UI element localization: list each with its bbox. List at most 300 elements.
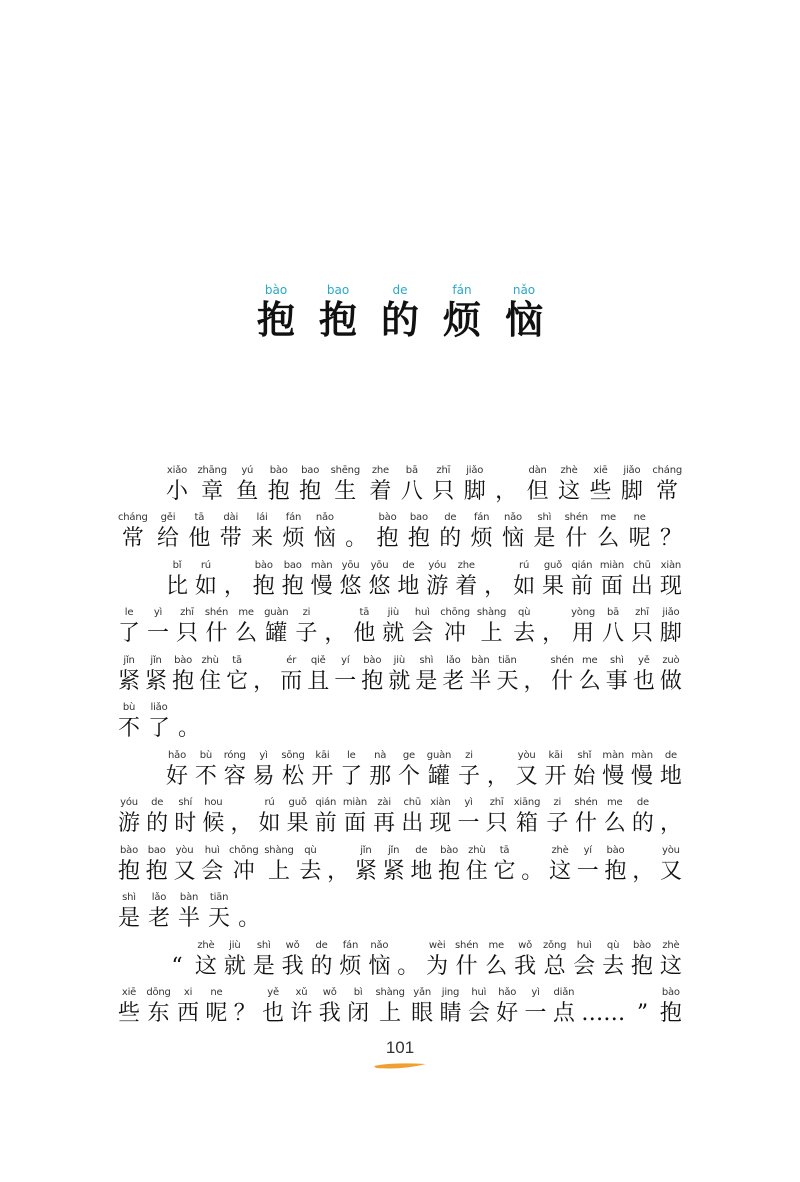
hanzi: 么 xyxy=(603,811,626,836)
pinyin: zhù xyxy=(468,844,486,856)
pinyin: shì xyxy=(256,939,271,951)
hanzi: 又 xyxy=(173,858,196,884)
hanzi: 老 xyxy=(148,906,171,931)
hanzi: 了 xyxy=(148,716,171,741)
ruby-char xyxy=(369,749,391,791)
ruby-char xyxy=(631,606,653,648)
pinyin: xiāng xyxy=(513,797,541,808)
ruby-char xyxy=(631,559,653,601)
hanzi: 的 xyxy=(631,811,654,836)
pinyin: de xyxy=(636,797,649,808)
ruby-char xyxy=(602,606,624,648)
ruby-char xyxy=(282,559,304,601)
ruby-char xyxy=(148,891,170,933)
hanzi: 抱 xyxy=(256,298,295,342)
pinyin: zhe xyxy=(457,559,475,571)
pinyin: xiē xyxy=(121,987,137,998)
ruby-char xyxy=(259,796,281,838)
pinyin: bào xyxy=(632,939,651,951)
pinyin: qián xyxy=(315,797,337,808)
ruby-char xyxy=(455,939,478,981)
pinyin: guàn xyxy=(264,607,289,618)
hanzi: 的 xyxy=(146,811,169,836)
ruby-char xyxy=(546,796,568,838)
pinyin: nǎo xyxy=(512,283,536,297)
ruby-char xyxy=(118,701,140,743)
hanzi: 抱 xyxy=(281,573,304,599)
ruby-char xyxy=(439,511,461,553)
pinyin: rú xyxy=(264,797,275,808)
ruby-char xyxy=(118,844,140,886)
pinyin: xi xyxy=(183,987,193,998)
ruby-char xyxy=(340,749,362,791)
pinyin: xiē xyxy=(593,464,608,476)
hanzi: 抱 xyxy=(145,858,168,884)
ruby-char xyxy=(545,749,567,791)
hanzi: 一 xyxy=(146,621,169,646)
hanzi: 闭 xyxy=(347,1001,370,1026)
pinyin: shàng xyxy=(476,607,507,618)
hanzi: 抱 xyxy=(318,298,357,342)
hanzi: 半 xyxy=(178,906,201,931)
pinyin: bao xyxy=(147,844,166,856)
hanzi: 紧 xyxy=(382,858,405,884)
pinyin: yì xyxy=(153,607,163,618)
pinyin: sōng xyxy=(281,749,305,761)
hanzi: 而 xyxy=(280,668,303,694)
pinyin: zhe xyxy=(371,464,389,476)
hanzi: ， xyxy=(542,621,565,646)
pinyin: wǒ xyxy=(322,987,337,998)
ruby-char xyxy=(427,749,451,791)
pinyin: ne xyxy=(210,987,223,998)
ruby-char xyxy=(660,511,682,553)
hanzi: 会 xyxy=(467,1001,490,1026)
pinyin: yì xyxy=(259,749,268,761)
title-char xyxy=(372,283,428,343)
hanzi: 烦 xyxy=(339,953,362,979)
pinyin: zǒng xyxy=(543,939,567,951)
hanzi: ， xyxy=(230,811,253,836)
ruby-char xyxy=(660,606,682,648)
hanzi: 。 xyxy=(238,906,261,931)
hanzi: 是 xyxy=(252,953,275,979)
ruby-char xyxy=(327,844,349,886)
ruby-char xyxy=(457,796,479,838)
hanzi: 再 xyxy=(373,811,396,836)
ruby-char xyxy=(345,511,367,553)
hanzi: 时 xyxy=(174,811,197,836)
ruby-char xyxy=(369,464,391,506)
pinyin: shǐ xyxy=(577,749,592,761)
pinyin: jǐn xyxy=(360,844,372,856)
pinyin: shén xyxy=(564,512,588,523)
hanzi: 眼 xyxy=(411,1001,434,1026)
hanzi: 上 xyxy=(480,621,503,646)
pinyin: miàn xyxy=(599,559,625,571)
hanzi: 游 xyxy=(118,811,141,836)
pinyin: qù xyxy=(518,607,531,618)
ruby-char xyxy=(334,654,356,696)
ruby-char xyxy=(324,606,346,648)
text-line xyxy=(118,506,682,554)
ruby-char xyxy=(513,559,535,601)
pinyin: yí xyxy=(583,844,592,856)
ruby-char xyxy=(597,511,619,553)
hanzi: 这 xyxy=(194,953,217,979)
ruby-char xyxy=(573,749,595,791)
hanzi: 事 xyxy=(605,668,628,694)
ruby-char xyxy=(660,559,682,601)
ruby-char xyxy=(148,701,170,743)
ruby-char xyxy=(485,939,507,981)
ruby-char xyxy=(355,844,377,886)
ruby-char xyxy=(224,939,246,981)
ruby-char xyxy=(178,891,200,933)
hanzi: ， xyxy=(523,668,546,694)
hanzi: 如 xyxy=(194,573,217,599)
pinyin: bù xyxy=(122,702,136,713)
hanzi: 烦 xyxy=(442,298,481,342)
pinyin: de xyxy=(664,749,677,761)
ruby-char xyxy=(166,464,188,506)
pinyin: qiě xyxy=(310,654,326,666)
ruby-char xyxy=(551,654,574,696)
ruby-char xyxy=(311,939,333,981)
hanzi: ， xyxy=(253,668,276,694)
text-line xyxy=(118,838,682,886)
ruby-char xyxy=(166,939,188,981)
page-number-area xyxy=(370,1038,430,1078)
pinyin: bā xyxy=(606,607,620,618)
hanzi: 抱 xyxy=(407,526,430,551)
hanzi: 好 xyxy=(496,1001,519,1026)
hanzi: 。 xyxy=(345,526,368,551)
ruby-char xyxy=(397,939,419,981)
hanzi: 只 xyxy=(485,811,508,836)
ruby-char xyxy=(331,464,360,506)
pinyin: yòu xyxy=(175,844,194,856)
pinyin: shén xyxy=(574,797,598,808)
hanzi: 着 xyxy=(455,573,478,599)
ruby-char xyxy=(521,844,543,886)
pinyin: zhī xyxy=(635,607,649,618)
pinyin: shàng xyxy=(264,844,294,856)
ruby-char xyxy=(224,749,246,791)
pinyin: ne xyxy=(633,512,646,523)
ruby-char xyxy=(282,939,304,981)
text-line xyxy=(118,743,682,791)
hanzi: 用 xyxy=(572,621,595,646)
ruby-char xyxy=(311,559,333,601)
pinyin: shén xyxy=(455,939,479,951)
ruby-char xyxy=(157,511,179,553)
ruby-char xyxy=(606,654,628,696)
ruby-char xyxy=(571,606,595,648)
hanzi: 总 xyxy=(543,953,566,979)
text-line xyxy=(118,981,682,1029)
ruby-char xyxy=(383,844,405,886)
hanzi: 子 xyxy=(546,811,569,836)
hanzi: ？ xyxy=(233,1001,256,1026)
ruby-char xyxy=(229,844,259,886)
pinyin: cháng xyxy=(118,512,148,523)
pinyin: yóu xyxy=(120,797,138,808)
ruby-char xyxy=(118,796,140,838)
hanzi: 抱 xyxy=(361,668,384,694)
hanzi: 。 xyxy=(521,858,544,884)
hanzi: 会 xyxy=(411,621,434,646)
ruby-char xyxy=(401,464,423,506)
text-line xyxy=(118,886,682,934)
ruby-char xyxy=(195,939,217,981)
pinyin: wǒ xyxy=(285,939,300,951)
pinyin: le xyxy=(124,607,134,618)
hanzi: 着 xyxy=(369,478,392,504)
ruby-char xyxy=(220,511,242,553)
pinyin: hǎo xyxy=(498,987,517,998)
hanzi: 了 xyxy=(118,621,141,646)
pinyin: bào xyxy=(120,844,138,856)
hanzi: ， xyxy=(632,858,655,884)
ruby-char xyxy=(549,844,571,886)
ruby-char xyxy=(230,796,252,838)
hanzi: 面 xyxy=(343,811,366,836)
pinyin: shí xyxy=(178,797,193,808)
hanzi: 只 xyxy=(432,478,455,504)
hanzi: 点 xyxy=(552,1001,575,1026)
ruby-char xyxy=(558,464,580,506)
hanzi: 子 xyxy=(457,763,480,789)
ruby-char xyxy=(411,606,433,648)
pinyin: de xyxy=(151,797,164,808)
pinyin: xiǎo xyxy=(166,464,188,476)
hanzi: 许 xyxy=(290,1001,313,1026)
ruby-char xyxy=(469,654,491,696)
hanzi: 章 xyxy=(201,478,224,504)
hanzi: 抱 xyxy=(299,478,322,504)
ruby-char xyxy=(410,844,432,886)
ruby-char xyxy=(604,796,626,838)
ruby-char xyxy=(523,654,545,696)
hanzi: 前 xyxy=(314,811,337,836)
pinyin: me xyxy=(607,797,623,808)
pinyin: yōu xyxy=(341,559,360,571)
pinyin: chū xyxy=(633,559,651,571)
hanzi: 他 xyxy=(353,621,376,646)
ruby-char xyxy=(173,844,195,886)
story-title xyxy=(0,283,800,343)
text-line xyxy=(118,791,682,839)
ruby-char xyxy=(426,939,448,981)
ruby-char xyxy=(464,464,486,506)
pinyin: jiǎo xyxy=(466,464,484,476)
hanzi: 去 xyxy=(602,953,625,979)
hanzi: 住 xyxy=(199,668,222,694)
pinyin: jiù xyxy=(229,939,241,951)
hanzi: 易 xyxy=(252,763,275,789)
ruby-char xyxy=(401,796,423,838)
ruby-char xyxy=(146,844,168,886)
pinyin: guǒ xyxy=(543,559,563,571)
ruby-char xyxy=(287,796,309,838)
ruby-char xyxy=(340,559,362,601)
hanzi: ， xyxy=(324,621,347,646)
hanzi: 个 xyxy=(397,763,420,789)
title-char xyxy=(434,283,490,343)
hanzi: 我 xyxy=(514,953,537,979)
ruby-char xyxy=(262,986,284,1028)
pinyin: jiù xyxy=(393,654,405,666)
ruby-char xyxy=(235,606,257,648)
pinyin: qù xyxy=(304,844,317,856)
hanzi: 又 xyxy=(515,763,538,789)
hanzi: 一 xyxy=(576,858,599,884)
ruby-char xyxy=(502,511,524,553)
ruby-char xyxy=(516,749,538,791)
pinyin: zuò xyxy=(662,654,680,666)
ruby-char xyxy=(343,796,367,838)
hanzi: 脚 xyxy=(659,621,682,646)
hanzi: 也 xyxy=(632,668,655,694)
hanzi: 会 xyxy=(573,953,596,979)
ruby-char xyxy=(632,796,654,838)
pinyin: tiān xyxy=(209,892,229,903)
hanzi: 又 xyxy=(659,858,682,884)
hanzi: 么 xyxy=(235,621,258,646)
pinyin: bao xyxy=(301,464,320,476)
pinyin: jǐn xyxy=(387,844,400,856)
hanzi: 八 xyxy=(400,478,423,504)
ruby-char xyxy=(388,654,410,696)
hanzi: 些 xyxy=(589,478,612,504)
ruby-char xyxy=(602,939,624,981)
ruby-char xyxy=(253,749,275,791)
pinyin: yòu xyxy=(662,844,680,856)
pinyin: qián xyxy=(571,559,593,571)
hanzi: 地 xyxy=(397,573,420,599)
pinyin: jiǎo xyxy=(662,607,680,618)
hanzi: 好 xyxy=(166,763,189,789)
hanzi: 前 xyxy=(570,573,593,599)
hanzi: 的 xyxy=(310,953,333,979)
pinyin: jiǎo xyxy=(623,464,641,476)
hanzi: 么 xyxy=(578,668,601,694)
ruby-char xyxy=(197,464,226,506)
pinyin: zhè xyxy=(197,939,215,951)
hanzi: 慢 xyxy=(631,763,654,789)
hanzi: 恼 xyxy=(501,526,524,551)
pinyin: bàn xyxy=(179,892,199,903)
hanzi: 地 xyxy=(659,763,682,789)
pinyin: xǔ xyxy=(295,987,308,998)
hanzi: 我 xyxy=(281,953,304,979)
hanzi: 的 xyxy=(380,298,419,342)
pinyin: kāi xyxy=(315,749,330,761)
pinyin: hǎo xyxy=(168,749,186,761)
ruby-char xyxy=(629,511,651,553)
pinyin: shì xyxy=(122,892,136,903)
hanzi: 出 xyxy=(401,811,424,836)
pinyin: bào xyxy=(606,844,625,856)
hanzi: 慢 xyxy=(310,573,333,599)
pinyin: shén xyxy=(550,654,574,666)
pinyin: màn xyxy=(310,559,333,571)
hanzi: 且 xyxy=(307,668,330,694)
ruby-char xyxy=(455,559,477,601)
text-line xyxy=(118,933,682,981)
ruby-char xyxy=(543,939,566,981)
pinyin: le xyxy=(347,749,356,761)
ruby-char xyxy=(145,654,167,696)
hanzi: 一 xyxy=(524,1001,547,1026)
hanzi: 现 xyxy=(429,811,452,836)
pinyin: yòu xyxy=(517,749,536,761)
ruby-char xyxy=(589,464,611,506)
pinyin: zi xyxy=(553,797,562,808)
ruby-char xyxy=(251,511,273,553)
pinyin: zài xyxy=(377,797,391,808)
hanzi: 些 xyxy=(118,1001,141,1026)
pinyin: bǐ xyxy=(172,559,182,571)
hanzi: 果 xyxy=(286,811,309,836)
pinyin: zhī xyxy=(180,607,194,618)
ruby-char xyxy=(632,986,654,1028)
hanzi: 是 xyxy=(533,526,556,551)
ruby-char xyxy=(205,606,228,648)
pinyin: tā xyxy=(232,654,242,666)
pinyin: huì xyxy=(414,607,430,618)
pinyin: guàn xyxy=(426,749,452,761)
ruby-char xyxy=(253,939,275,981)
ruby-char xyxy=(442,654,464,696)
hanzi: 上 xyxy=(267,858,290,884)
hanzi: 鱼 xyxy=(236,478,259,504)
ruby-char xyxy=(527,464,549,506)
ruby-char xyxy=(368,939,390,981)
hanzi: 如 xyxy=(258,811,281,836)
hanzi: 为 xyxy=(426,953,449,979)
ruby-char xyxy=(514,939,536,981)
hanzi: 但 xyxy=(526,478,549,504)
ruby-char xyxy=(525,986,547,1028)
ruby-char xyxy=(147,606,169,648)
hanzi: 恼 xyxy=(504,298,543,342)
hanzi: ， xyxy=(327,858,350,884)
pinyin: shén xyxy=(204,607,229,618)
hanzi: 烦 xyxy=(282,526,305,551)
ruby-char xyxy=(438,844,460,886)
ruby-char xyxy=(468,986,490,1028)
text-line xyxy=(118,696,682,744)
ruby-char xyxy=(458,749,480,791)
pinyin: shēng xyxy=(330,464,360,476)
ruby-char xyxy=(577,844,599,886)
hanzi: 什 xyxy=(575,811,598,836)
ruby-char xyxy=(118,891,140,933)
pinyin: zhī xyxy=(489,797,504,808)
pinyin: xiàn xyxy=(430,797,451,808)
pinyin: yōu xyxy=(370,559,389,571)
hanzi: 候 xyxy=(202,811,225,836)
pinyin: xiàn xyxy=(660,559,682,571)
hanzi: 地 xyxy=(410,858,433,884)
ruby-char xyxy=(290,986,312,1028)
pinyin: nǎo xyxy=(503,512,522,523)
ruby-char xyxy=(202,796,224,838)
pinyin: yòng xyxy=(571,607,596,618)
ruby-char xyxy=(660,654,682,696)
